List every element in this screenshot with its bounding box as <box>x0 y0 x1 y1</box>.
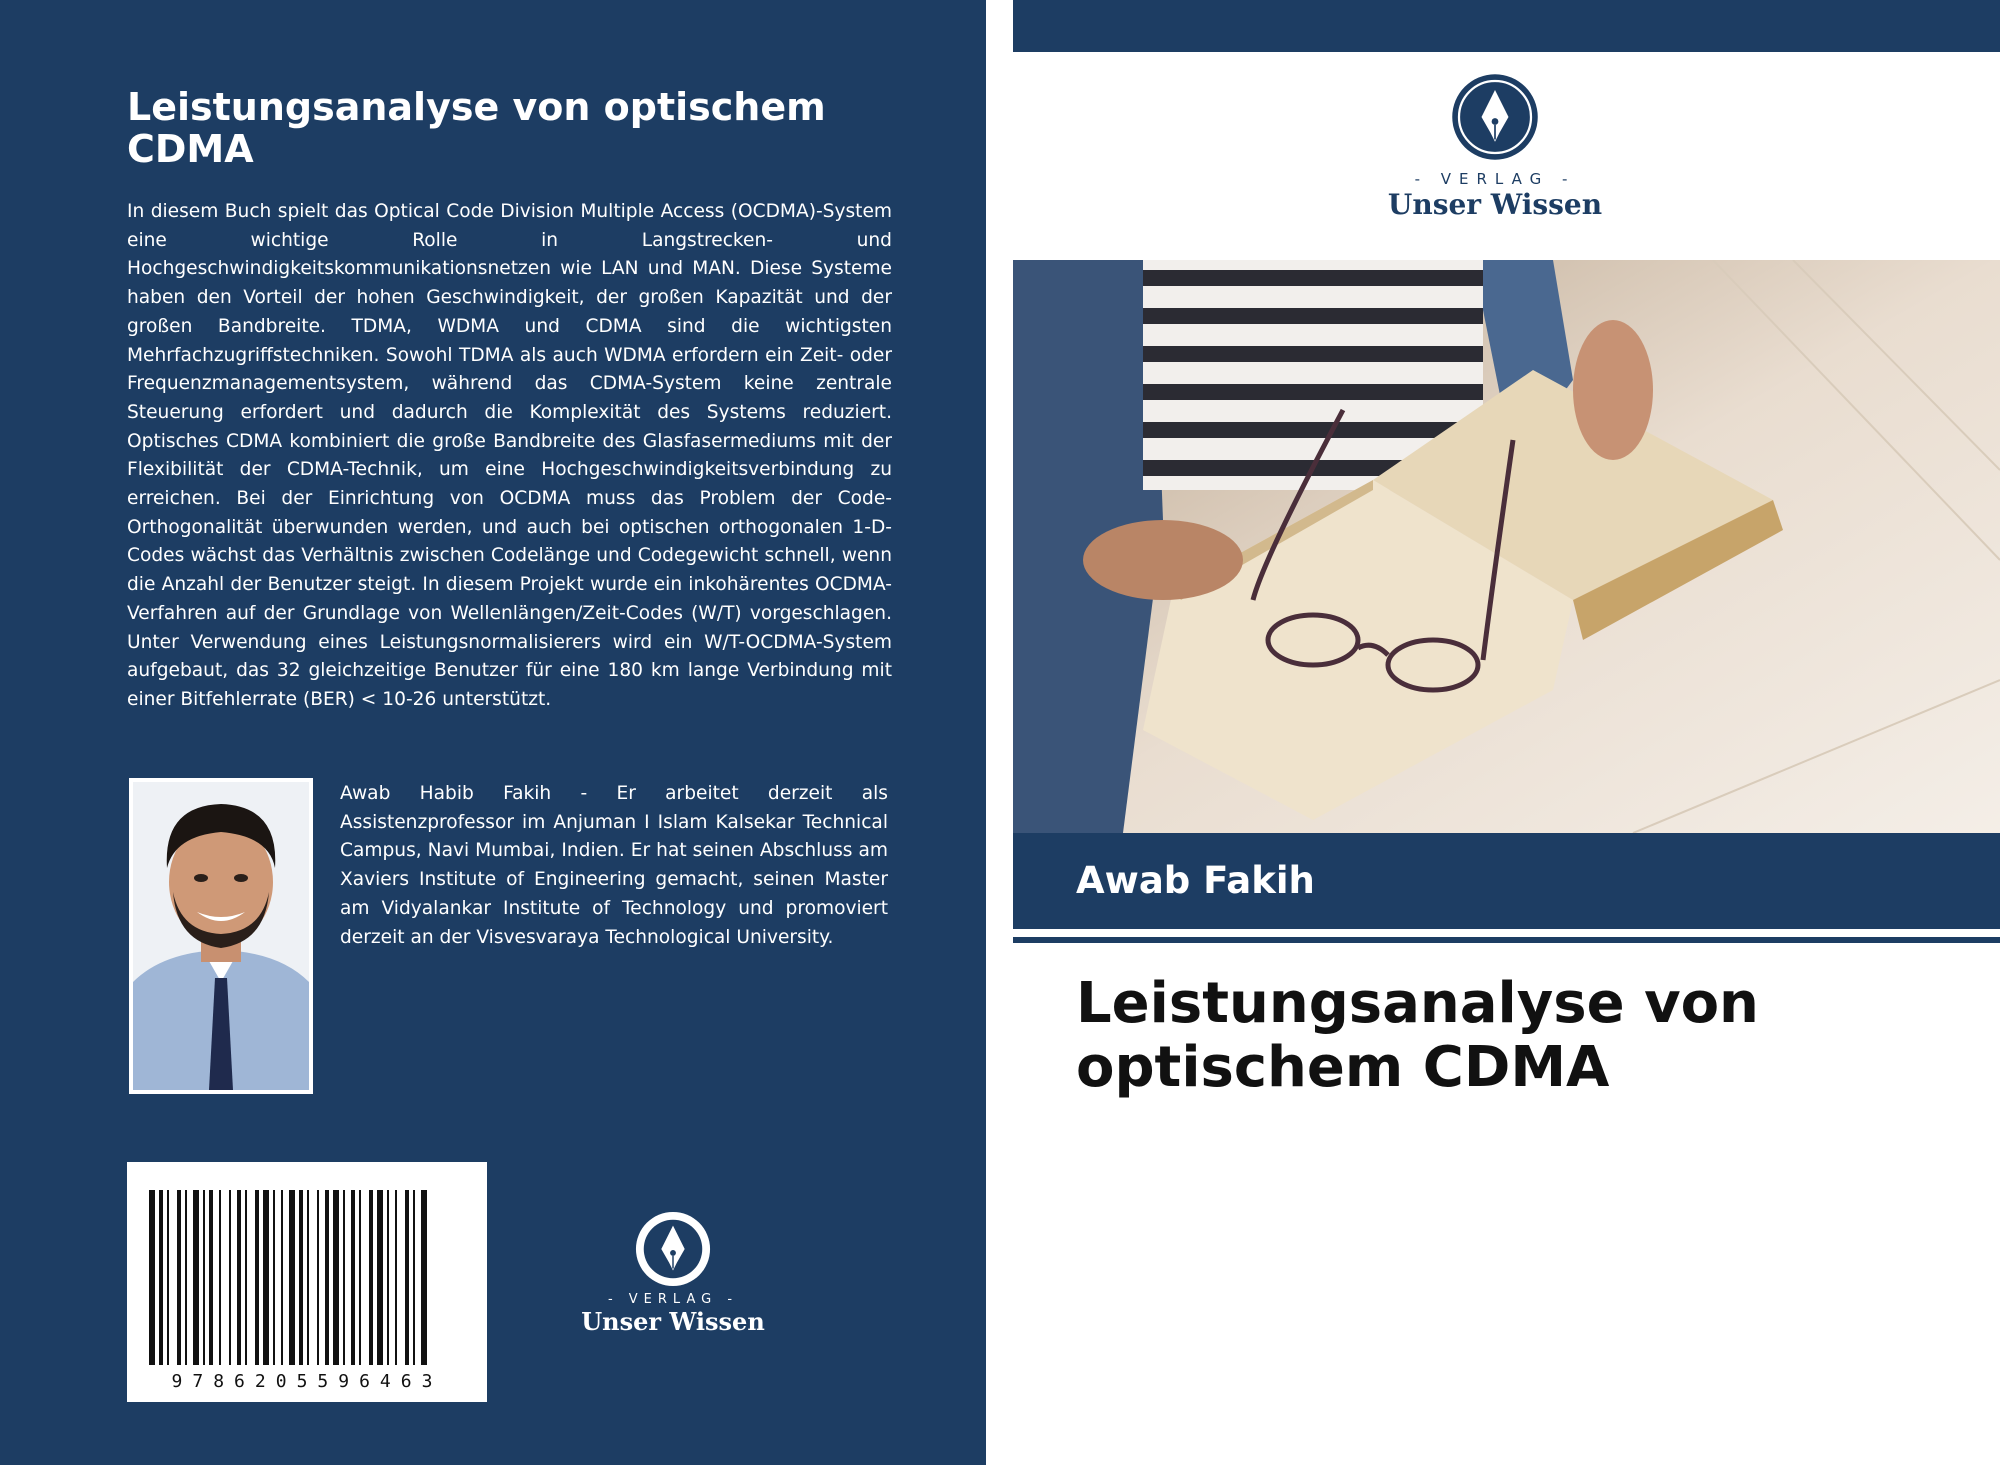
barcode-bar <box>289 1190 295 1365</box>
front-top-bar <box>1013 0 2000 52</box>
barcode-bar <box>281 1190 283 1365</box>
isbn-digits: 9786205596463 <box>171 1371 443 1392</box>
barcode-bar <box>255 1190 259 1365</box>
barcode-bar <box>377 1190 383 1365</box>
author-bio: Awab Habib Fakih - Er arbeitet derzeit als Assistenzprofessor im Anjuman I Islam Kalsekar Technical Campus, Navi Mumbai, Indien. Er hat seinen Abschluss am Xaviers Institute of Engineering gemacht, seinen Master am Vidyalankar Institute of Technology und promoviert derzeit an der Visvesvaraya Technological University. <box>340 783 888 948</box>
barcode-bar <box>237 1190 241 1365</box>
barcode-bar <box>351 1190 355 1365</box>
barcode-bar <box>159 1190 163 1365</box>
barcode-bar <box>185 1190 187 1365</box>
barcode-bar <box>203 1190 205 1365</box>
barcode-bar <box>167 1190 169 1365</box>
back-cover-blurb: In diesem Buch spielt das Optical Code Division Multiple Access (OCDMA)-System eine wichtige Rolle in Langstrecken- und Hochgeschwindigkeitskommunikationsnetzen wie LAN und MAN. Diese Systeme haben den Vorteil der hohen Geschwindigkeit, der großen Kapazität und der großen Bandbreite. TDMA, WDMA und CDMA sind die wichtigsten Mehrfachzugriffstechniken. Sowohl TDMA als auch WDMA erfordern ein Zeit- oder Frequenzmanagementsystem, während das CDMA-System keine zentrale Steuerung erfordert und dadurch die Komplexität des Systems reduziert. Optisches CDMA kombiniert die große Bandbreite des Glasfasermediums mit der Flexibilität der CDMA-Technik, um eine Hochgeschwindigkeitsverbindung zu erreichen. Bei der Einrichtung von OCDMA muss das Problem der Code-Orthogonalität überwunden werden, und auch bei optischen orthogonalen 1-D-Codes wächst das Verhältnis zwischen Codelänge und Codegewicht schnell, wenn die Anzahl der Benutzer steigt. In diesem Projekt wurde ein inkohärentes OCDMA-Verfahren auf der Grundlage von Wellenlängen/Zeit-Codes (W/T) vorgeschlagen. Unter Verwendung eines Leistungsnormalisierers wird ein W/T-OCDMA-System aufgebaut, das 32 gleichzeitige Benutzer für eine 180 km lange Verbindung mit einer Bitfehlerrate (BER) < 10-26 unterstützt. <box>127 201 892 710</box>
barcode-bar <box>317 1190 319 1365</box>
barcode-bar <box>421 1190 427 1365</box>
barcode-bar <box>413 1190 415 1365</box>
front-publisher-logo <box>1370 72 1620 221</box>
back-logo-verlag: - VERLAG - <box>607 1292 739 1307</box>
barcode-bar <box>245 1190 247 1365</box>
spine <box>986 0 1013 1465</box>
barcode-bar <box>387 1190 389 1365</box>
back-cover-title: Leistungsanalyse von optischem CDMA <box>127 85 826 171</box>
isbn-barcode <box>127 1162 487 1402</box>
barcode-bar <box>405 1190 409 1365</box>
back-publisher-logo <box>573 1210 773 1336</box>
barcode-bar <box>359 1190 361 1365</box>
front-divider-rule <box>1013 937 2000 943</box>
barcode-bar <box>273 1190 275 1365</box>
barcode-bar <box>343 1190 345 1365</box>
front-author-name: Awab Fakih <box>1076 859 1315 902</box>
front-logo-verlag: - VERLAG - <box>1414 170 1576 188</box>
barcode-bar <box>333 1190 339 1365</box>
barcode-bar <box>299 1190 303 1365</box>
cover-photo-reading <box>1013 260 2000 833</box>
barcode-bar <box>209 1190 213 1365</box>
barcode-bar <box>369 1190 373 1365</box>
front-logo-name: Unser Wissen <box>1387 188 1603 221</box>
barcode-bar <box>149 1190 155 1365</box>
fountain-pen-logo-icon <box>634 1210 712 1288</box>
front-cover-title: Leistungsanalyse von optischem CDMA <box>1076 971 1759 1100</box>
barcode-bar <box>263 1190 269 1365</box>
barcode-bar <box>229 1190 231 1365</box>
front-author-band <box>1013 833 2000 929</box>
barcode-bar <box>395 1190 397 1365</box>
barcode-bar <box>307 1190 309 1365</box>
barcode-bar <box>193 1190 199 1365</box>
barcode-bar <box>177 1190 181 1365</box>
barcode-bar <box>219 1190 221 1365</box>
back-cover <box>0 0 986 1465</box>
barcode-icon <box>127 1162 487 1402</box>
fountain-pen-logo-icon <box>1450 72 1540 162</box>
back-logo-name: Unser Wissen <box>581 1307 765 1336</box>
barcode-bar <box>325 1190 329 1365</box>
author-photo <box>129 778 313 1094</box>
